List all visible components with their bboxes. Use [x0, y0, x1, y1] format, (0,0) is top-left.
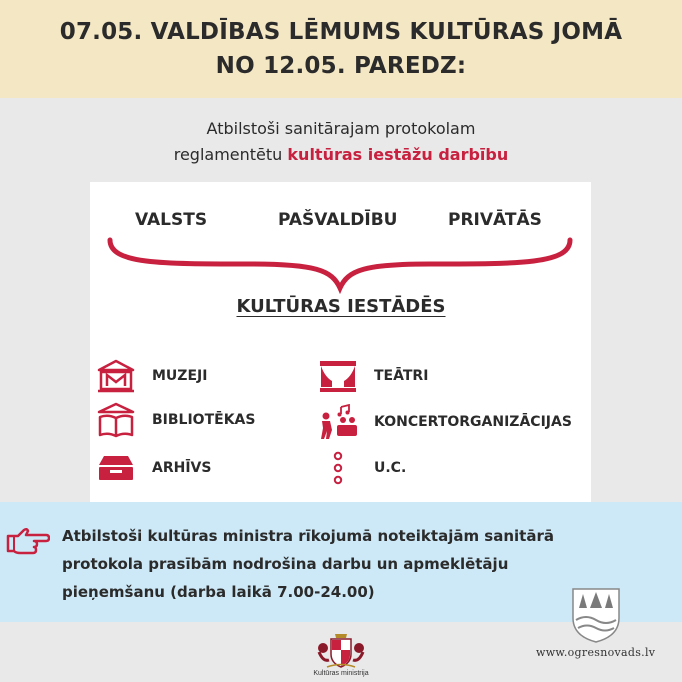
library-icon [94, 402, 138, 438]
institution-label: KONCERTORGANIZĀCIJAS [374, 414, 572, 430]
intro-line-2-prefix: reglamentētu [173, 145, 288, 164]
institution-other [316, 450, 406, 486]
theatre-icon [316, 358, 360, 394]
intro-text [0, 116, 682, 168]
institution-label: TEĀTRI [374, 368, 429, 384]
archive-icon [94, 450, 138, 486]
type-state: VALSTS [135, 210, 208, 230]
ogre-county-crest-icon [570, 586, 622, 644]
institution-label: MUZEJI [152, 368, 208, 384]
ministry-coat-of-arms-icon [311, 630, 371, 670]
institution-types [0, 210, 682, 234]
website-link[interactable]: www.ogresnovads.lv [536, 646, 656, 659]
intro-line-1: Atbilstoši sanitārajam protokolam [206, 119, 476, 138]
institution-label: BIBLIOTĒKAS [152, 412, 256, 428]
intro-highlight: kultūras iestāžu darbību [287, 145, 509, 164]
museum-icon [94, 358, 138, 394]
section-title: KULTŪRAS IESTĀDĒS [236, 296, 446, 317]
pointing-hand-icon [6, 524, 50, 558]
intro-line-2 [0, 142, 682, 168]
institution-label: U.C. [374, 460, 407, 476]
institution-theatres [316, 358, 428, 394]
type-private: PRIVĀTĀS [448, 210, 542, 230]
header-title-line-1: 07.05. VALDĪBAS LĒMUMS KULTŪRAS JOMĀ [59, 19, 623, 45]
institution-label: ARHĪVS [152, 460, 212, 476]
header-title-line-2: NO 12.05. PAREDZ: [215, 53, 467, 79]
institution-museums [94, 358, 207, 394]
institution-archive [94, 450, 211, 486]
ministry-name: Kultūras ministrija [313, 670, 369, 677]
institution-libraries [94, 402, 255, 438]
curly-brace-icon [100, 234, 580, 294]
concert-icon [316, 404, 360, 440]
notice-line-3: pieņemšanu (darba laikā 7.00-24.00) [62, 583, 375, 601]
institution-concert-organizations [316, 404, 572, 440]
header-banner [0, 0, 682, 98]
notice-line-2: protokola prasībām nodrošina darbu un apmeklētāju [62, 555, 509, 573]
type-municipal: PAŠVALDĪBU [278, 210, 398, 230]
notice-line-1: Atbilstoši kultūras ministra rīkojumā noteiktajām sanitārā [62, 527, 554, 545]
more-dots-icon [316, 450, 360, 486]
